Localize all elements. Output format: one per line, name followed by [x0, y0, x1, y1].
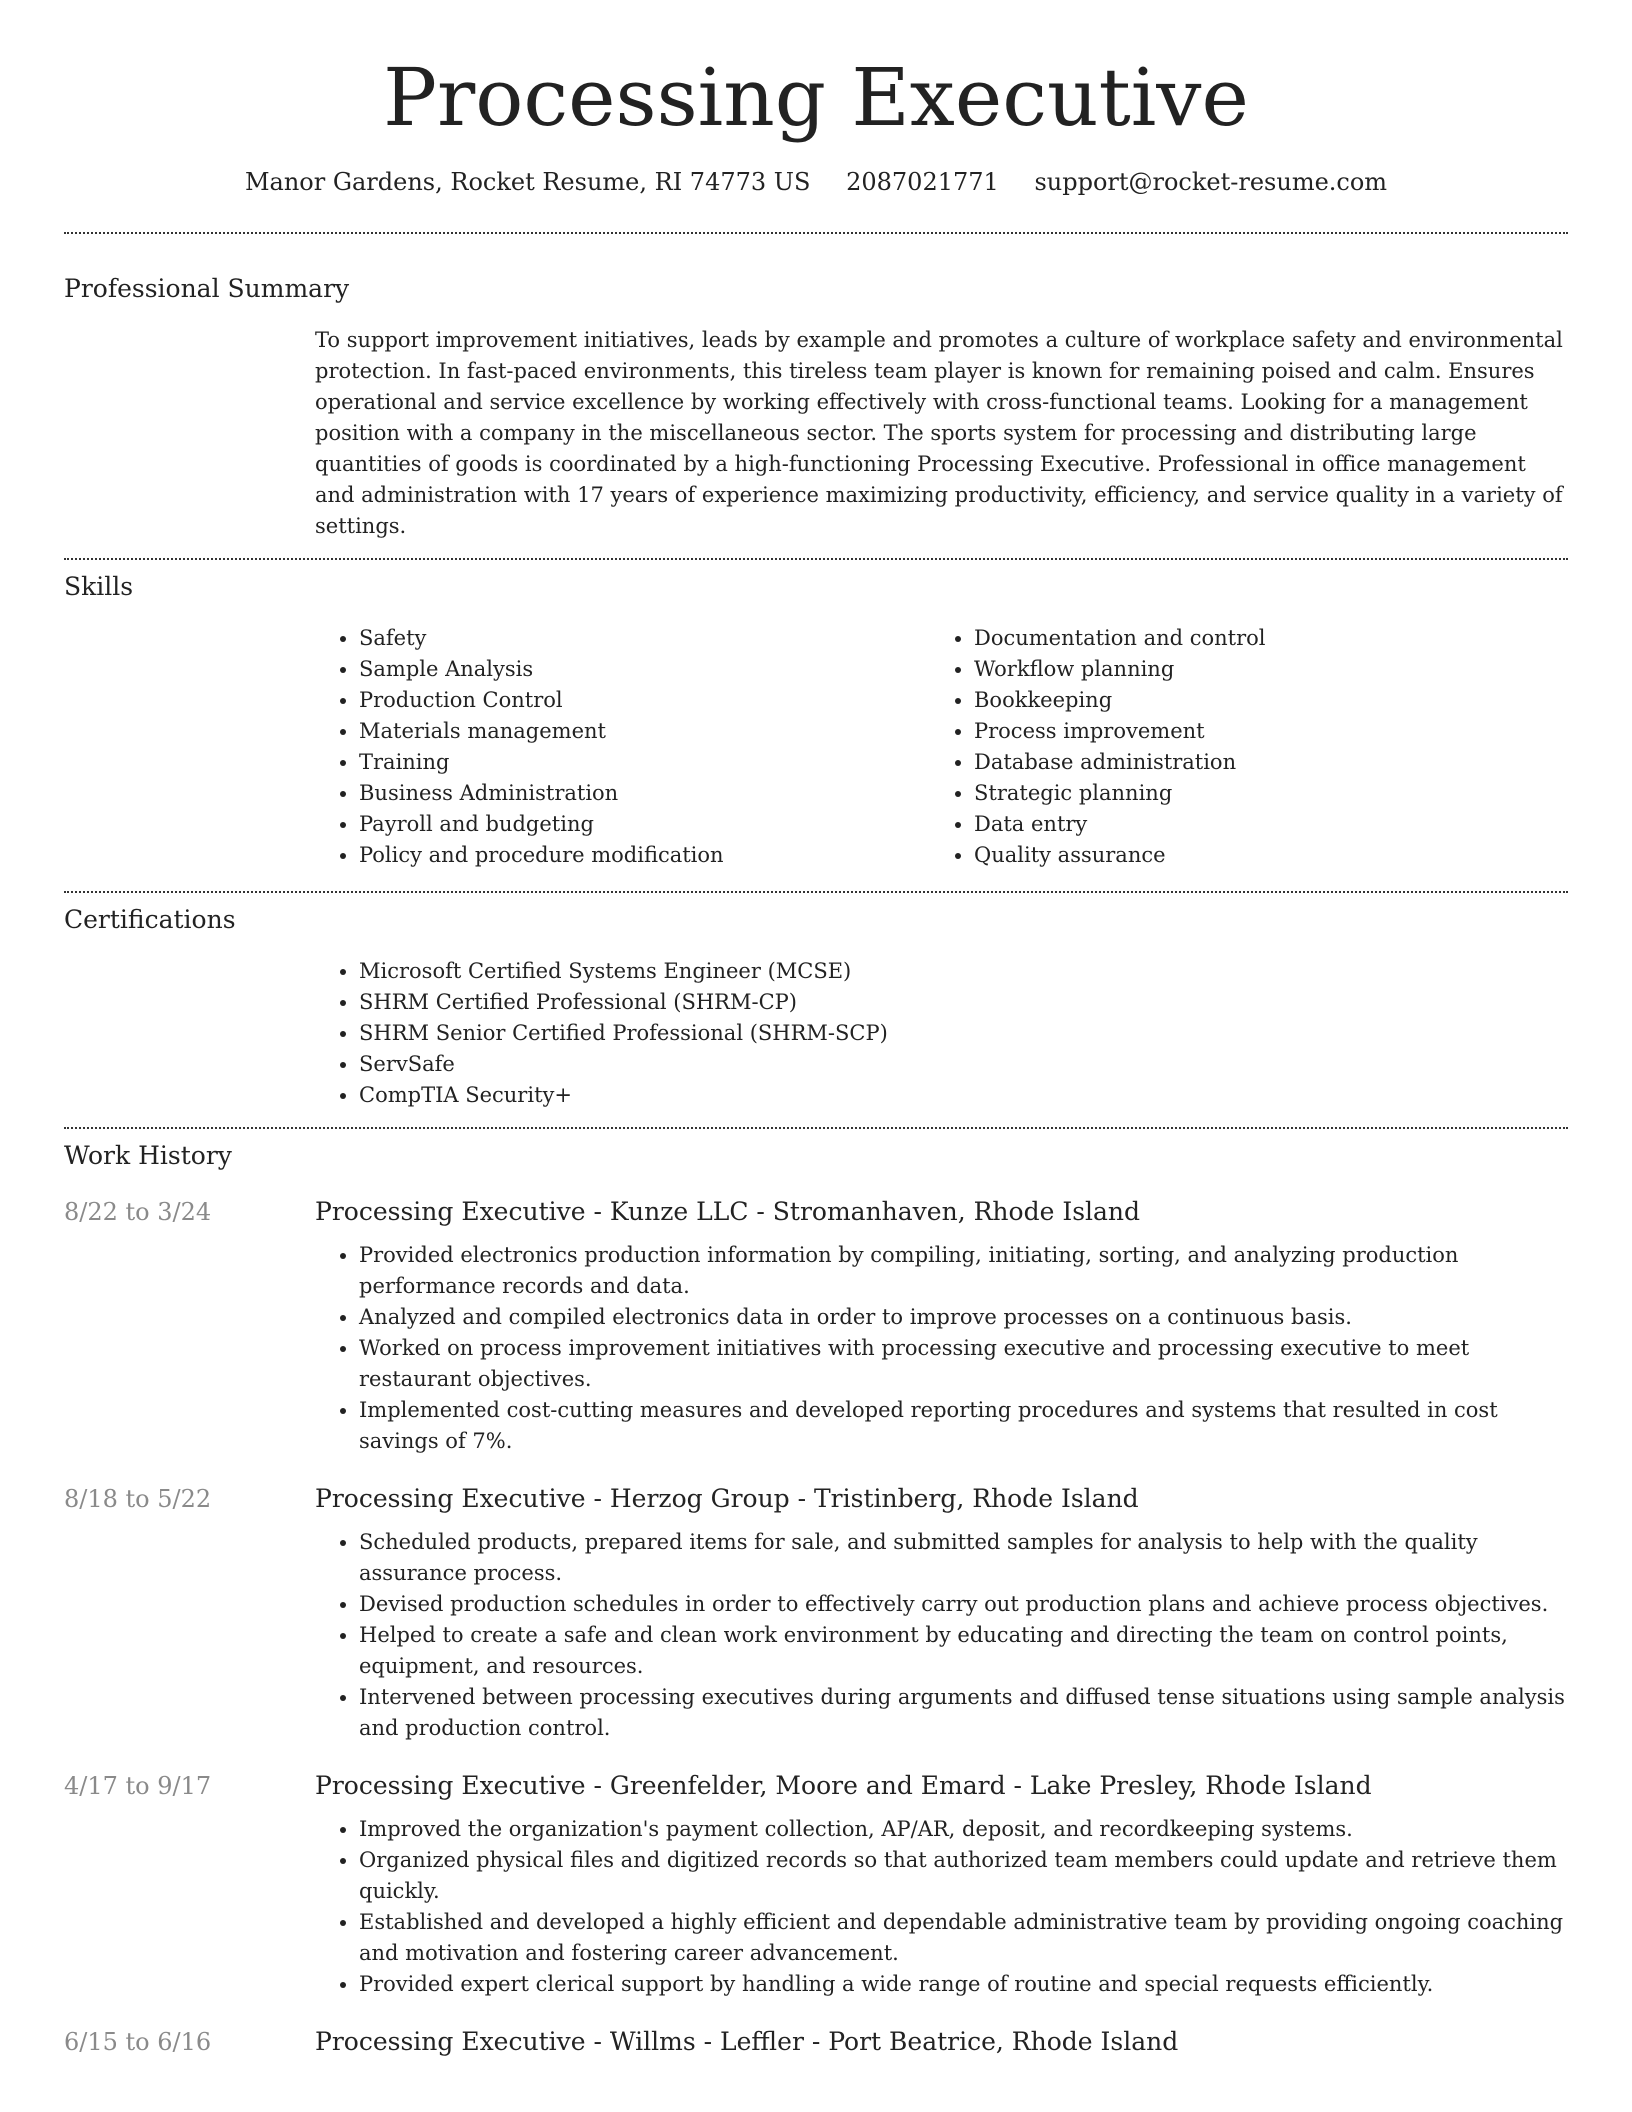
skill-item: • Quality assurance: [974, 840, 1545, 871]
skills-column-right: [930, 623, 1545, 871]
skill-item: • Safety: [359, 623, 930, 654]
skill-item: • Sample Analysis: [359, 654, 930, 685]
job-bullet: • Provided electronics production information by compiling, initiating, sorting, and analyzing production performance records and data.: [359, 1240, 1568, 1302]
divider-certifications: [64, 1127, 1568, 1129]
certifications-content: [315, 956, 1568, 1111]
skill-item: • Policy and procedure modification: [359, 840, 930, 871]
skill-item: • Materials management: [359, 716, 930, 747]
job-bullet: • Scheduled products, prepared items for sale, and submitted samples for analysis to help with the quality assurance process.: [359, 1527, 1568, 1589]
skill-item: • Strategic planning: [974, 778, 1545, 809]
section-title-summary: Professional Summary: [64, 274, 350, 303]
skills-column-left: [315, 623, 930, 871]
certification-item: • Microsoft Certified Systems Engineer (MCSE): [359, 956, 1568, 987]
job-body: [315, 1770, 1568, 2000]
job-body: [315, 1196, 1568, 1457]
skill-item: • Data entry: [974, 809, 1545, 840]
job-entry: [64, 2026, 1568, 2070]
skills-list-left: [315, 623, 930, 871]
job-bullets: [315, 1527, 1568, 1744]
job-bullets: [315, 1814, 1568, 2000]
skills-list-right: [930, 623, 1545, 871]
skill-item: • Workflow planning: [974, 654, 1545, 685]
skill-item: • Production Control: [359, 685, 930, 716]
divider-header: [64, 232, 1568, 234]
job-bullet: • Intervened between processing executives during arguments and diffused tense situations using sample analysis and production control.: [359, 1682, 1568, 1744]
job-date: 4/17 to 9/17: [64, 1772, 212, 1800]
job-date: 8/18 to 5/22: [64, 1485, 212, 1513]
job-bullet: • Organized physical files and digitized records so that authorized team members could update and retrieve them quickly.: [359, 1845, 1568, 1907]
resume-page: [64, 0, 1568, 2070]
skill-item: • Business Administration: [359, 778, 930, 809]
skill-item: • Process improvement: [974, 716, 1545, 747]
contact-phone: 2087021771: [846, 168, 999, 196]
contact-address: Manor Gardens, Rocket Resume, RI 74773 US: [244, 168, 811, 196]
summary-content: [315, 325, 1568, 542]
job-title: Processing Executive - Greenfelder, Moore and Emard - Lake Presley, Rhode Island: [315, 1771, 1372, 1800]
section-title-certifications: Certifications: [64, 905, 236, 934]
certifications-list: [315, 956, 1568, 1111]
job-body: [315, 2026, 1568, 2070]
skill-item: • Documentation and control: [974, 623, 1545, 654]
job-bullets: [315, 1240, 1568, 1457]
certification-item: • ServSafe: [359, 1049, 1568, 1080]
skills-grid: [315, 623, 1568, 871]
contact-line: [64, 168, 1568, 196]
contact-email: support@rocket-resume.com: [1034, 168, 1388, 196]
divider-skills: [64, 891, 1568, 893]
skill-item: • Payroll and budgeting: [359, 809, 930, 840]
certification-item: • SHRM Certified Professional (SHRM-CP): [359, 987, 1568, 1018]
divider-summary: [64, 558, 1568, 560]
job-entry: [64, 1483, 1568, 1744]
summary-text: To support improvement initiatives, leads by example and promotes a culture of workplace safety and environmental protection. In fast-paced environments, this tireless team player is known for remaining poised and calm. Ensures operational and service excellence by working effectively with cross-functional teams. Looking for a management position with a company in the miscellaneous sector. The sports system for processing and distributing large quantities of goods is coordinated by a high-functioning Processing Executive. Professional in office management and administration with 17 years of experience maximizing productivity, efficiency, and service quality in a variety of settings.: [315, 328, 1563, 538]
section-title-skills: Skills: [64, 572, 134, 601]
resume-name: Processing Executive: [383, 51, 1249, 144]
certification-item: • SHRM Senior Certified Professional (SHRM-SCP): [359, 1018, 1568, 1049]
job-bullet: • Worked on process improvement initiatives with processing executive and processing executive to meet restaurant objectives.: [359, 1333, 1568, 1395]
skill-item: • Training: [359, 747, 930, 778]
job-bullet: • Devised production schedules in order to effectively carry out production plans and achieve process objectives.: [359, 1589, 1568, 1620]
section-title-work-history: Work History: [64, 1141, 232, 1170]
job-body: [315, 1483, 1568, 1744]
job-bullet: • Implemented cost-cutting measures and developed reporting procedures and systems that resulted in cost savings of 7%.: [359, 1395, 1568, 1457]
certification-item: • CompTIA Security+: [359, 1080, 1568, 1111]
skill-item: • Database administration: [974, 747, 1545, 778]
job-bullet: • Helped to create a safe and clean work environment by educating and directing the team on control points, equipment, and resources.: [359, 1620, 1568, 1682]
job-bullet: • Established and developed a highly efficient and dependable administrative team by providing ongoing coaching and motivation and fostering career advancement.: [359, 1907, 1568, 1969]
job-date: 8/22 to 3/24: [64, 1198, 212, 1226]
job-title: Processing Executive - Herzog Group - Tristinberg, Rhode Island: [315, 1484, 1139, 1513]
job-date: 6/15 to 6/16: [64, 2028, 212, 2056]
job-entry: [64, 1196, 1568, 1457]
job-bullet: • Analyzed and compiled electronics data in order to improve processes on a continuous basis.: [359, 1302, 1568, 1333]
job-entry: [64, 1770, 1568, 2000]
job-title: Processing Executive - Kunze LLC - Stromanhaven, Rhode Island: [315, 1197, 1141, 1226]
job-bullet: • Provided expert clerical support by handling a wide range of routine and special requests efficiently.: [359, 1969, 1568, 2000]
skill-item: • Bookkeeping: [974, 685, 1545, 716]
job-bullet: • Improved the organization's payment collection, AP/AR, deposit, and recordkeeping systems.: [359, 1814, 1568, 1845]
job-title: Processing Executive - Willms - Leffler - Port Beatrice, Rhode Island: [315, 2027, 1179, 2056]
